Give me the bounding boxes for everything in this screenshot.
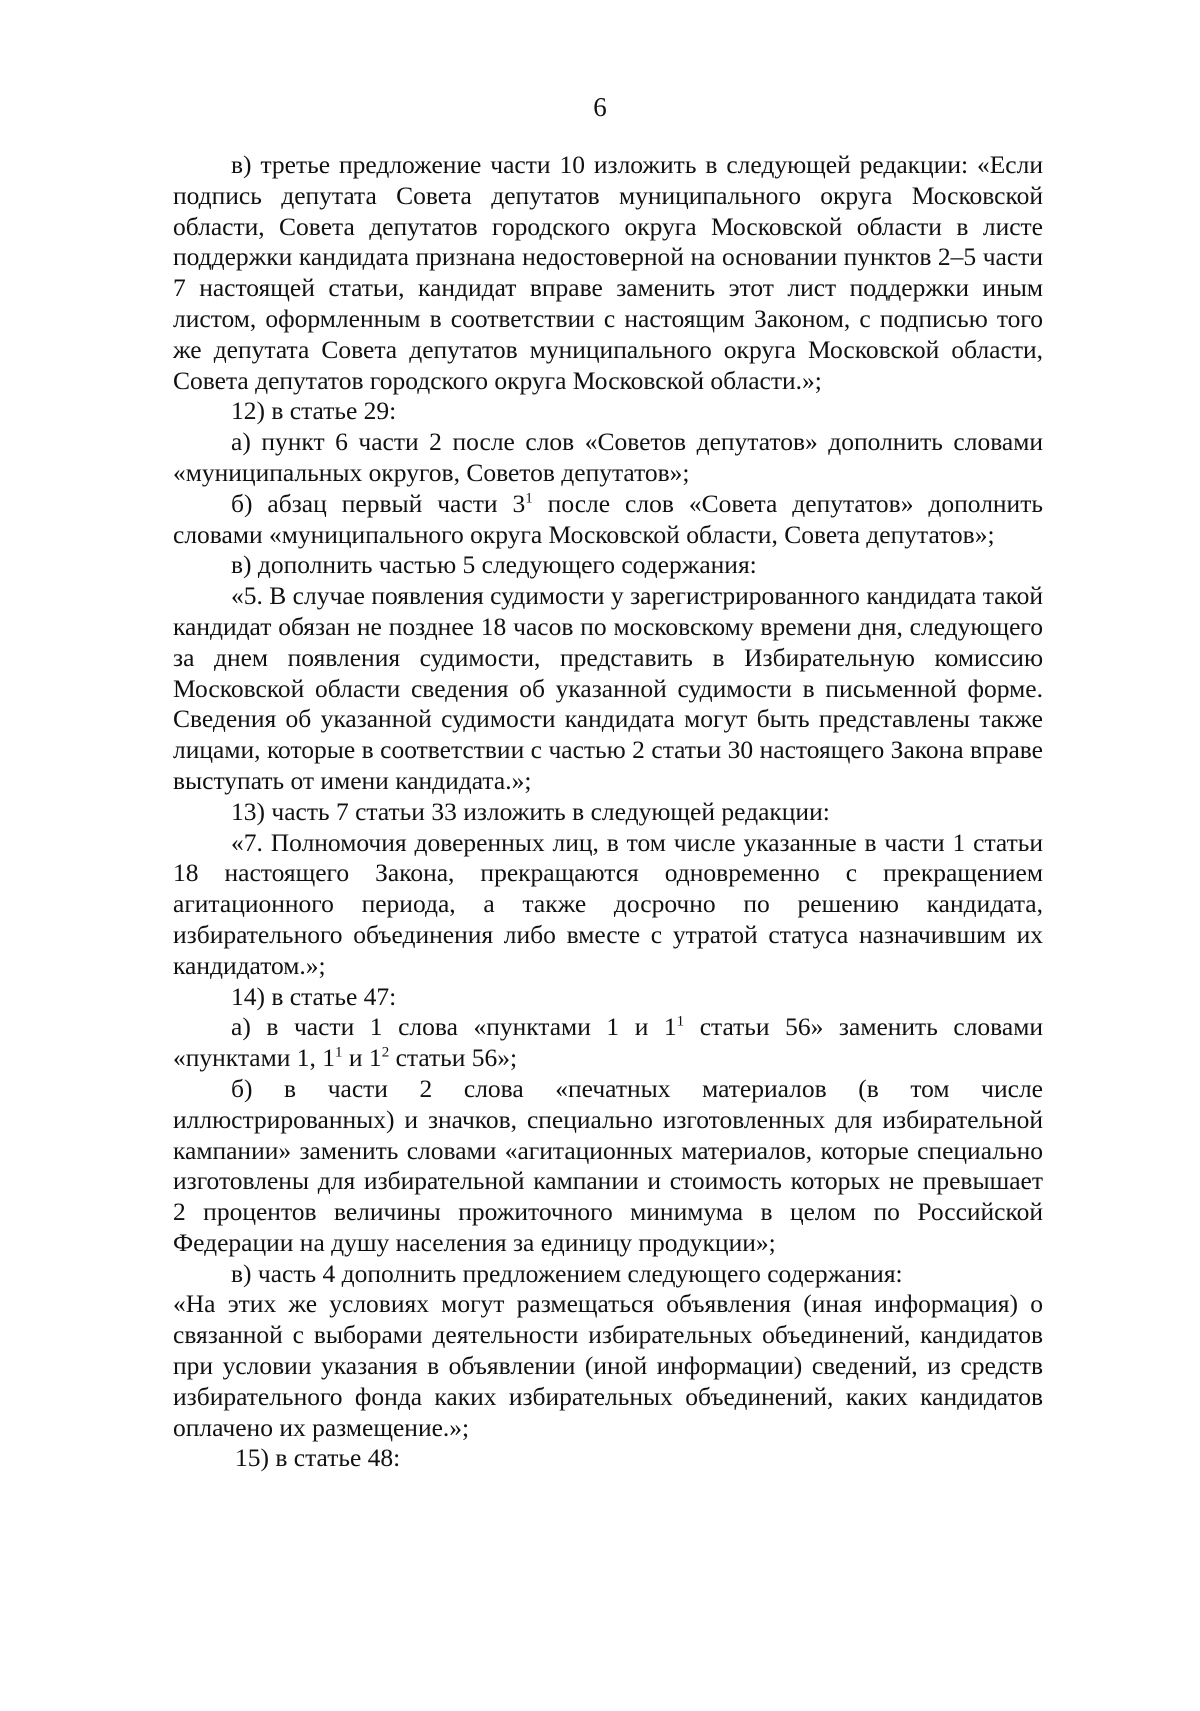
paragraph-item-b-article-29 bbox=[173, 489, 1043, 551]
text-run: статьи 56»; bbox=[389, 1043, 518, 1073]
paragraph-item-a-article-47 bbox=[173, 1012, 1043, 1074]
superscript: 1 bbox=[335, 1044, 343, 1061]
paragraph-item-14: 14) в статье 47: bbox=[231, 981, 397, 1011]
paragraph-quote-part-7: «7. Полномочия доверенных лиц, в том числе указанные в части 1 статьи 18 настоящего Закона, прекращаются одновременно с прекращением агитационного периода, а также досрочно по решению кандидата, избирательного объединения либо вместе с утратой статуса назначившим их кандидатом.»; bbox=[173, 827, 1043, 980]
text-run: и 1 bbox=[342, 1043, 382, 1073]
page-number: 6 bbox=[593, 92, 607, 122]
paragraph-item-15: 15) в статье 48: bbox=[235, 1443, 401, 1473]
superscript: 2 bbox=[381, 1044, 390, 1061]
text-run: б) абзац первый части 3 bbox=[231, 488, 526, 518]
text-run: статьи 56» заменить словами «пунктами 1, 1 bbox=[173, 1012, 1043, 1073]
paragraph-quote-part-4: «На этих же условиях могут размещаться объявления (иная информация) о связанной с выборами деятельности избирательных объединений, кандидатов при условии указания в объявлении (иной информации) сведений, из средств избирательного фонда каких избирательных объединений, каких кандидатов оплачено их размещение.»; bbox=[173, 1289, 1043, 1442]
paragraph-item-v-article-47: в) часть 4 дополнить предложением следующего содержания: bbox=[231, 1258, 903, 1288]
paragraph-item-v-article-29: в) дополнить частью 5 следующего содержания: bbox=[231, 550, 757, 580]
paragraph-item-v-part-10: в) третье предложение части 10 изложить в следующей редакции: «Если подпись депутата Совета депутатов муниципального округа Московской области, Совета депутатов городского округа Московской области в листе поддержки кандидата признана недостоверной на основании пунктов 2–5 части 7 настоящей статьи, кандидат вправе заменить этот лист поддержки иным листом, оформленным в соответствии с настоящим Законом, с подписью того же депутата Совета депутатов муниципального округа Московской области, Совета депутатов городского округа Московской области.»; bbox=[173, 150, 1043, 395]
document-body bbox=[173, 150, 1043, 1474]
text-run: после слов «Совета депутатов» дополнить словами «муниципального округа Московской области, Совета депутатов»; bbox=[173, 488, 1043, 549]
paragraph-item-13: 13) часть 7 статьи 33 изложить в следующей редакции: bbox=[231, 796, 830, 826]
paragraph-item-a-article-29: а) пункт 6 части 2 после слов «Советов депутатов» дополнить словами «муниципальных округов, Советов депутатов»; bbox=[173, 427, 1043, 487]
paragraph-item-b-article-47: б) в части 2 слова «печатных материалов (в том числе иллюстрированных) и значков, специально изготовленных для избирательной кампании» заменить словами «агитационных материалов, которые специально изготовлены для избирательной кампании и стоимость которых не превышает 2 процентов величины прожиточного минимума в целом по Российской Федерации на душу населения за единицу продукции»; bbox=[173, 1073, 1043, 1257]
superscript: 1 bbox=[525, 490, 533, 507]
superscript: 1 bbox=[676, 1013, 685, 1030]
paragraph-item-12: 12) в статье 29: bbox=[231, 396, 397, 426]
paragraph-quote-part-5: «5. В случае появления судимости у зарегистрированного кандидата такой кандидат обязан не позднее 18 часов по московскому времени дня, следующего за днем появления судимости, представить в Избирательную комиссию Московской области сведения об указанной судимости в письменной форме. Сведения об указанной судимости кандидата могут быть представлены также лицами, которые в соответствии с частью 2 статьи 30 настоящего Закона вправе выступать от имени кандидата.»; bbox=[173, 581, 1043, 795]
text-run: а) в части 1 слова «пунктами 1 и 1 bbox=[231, 1012, 677, 1042]
